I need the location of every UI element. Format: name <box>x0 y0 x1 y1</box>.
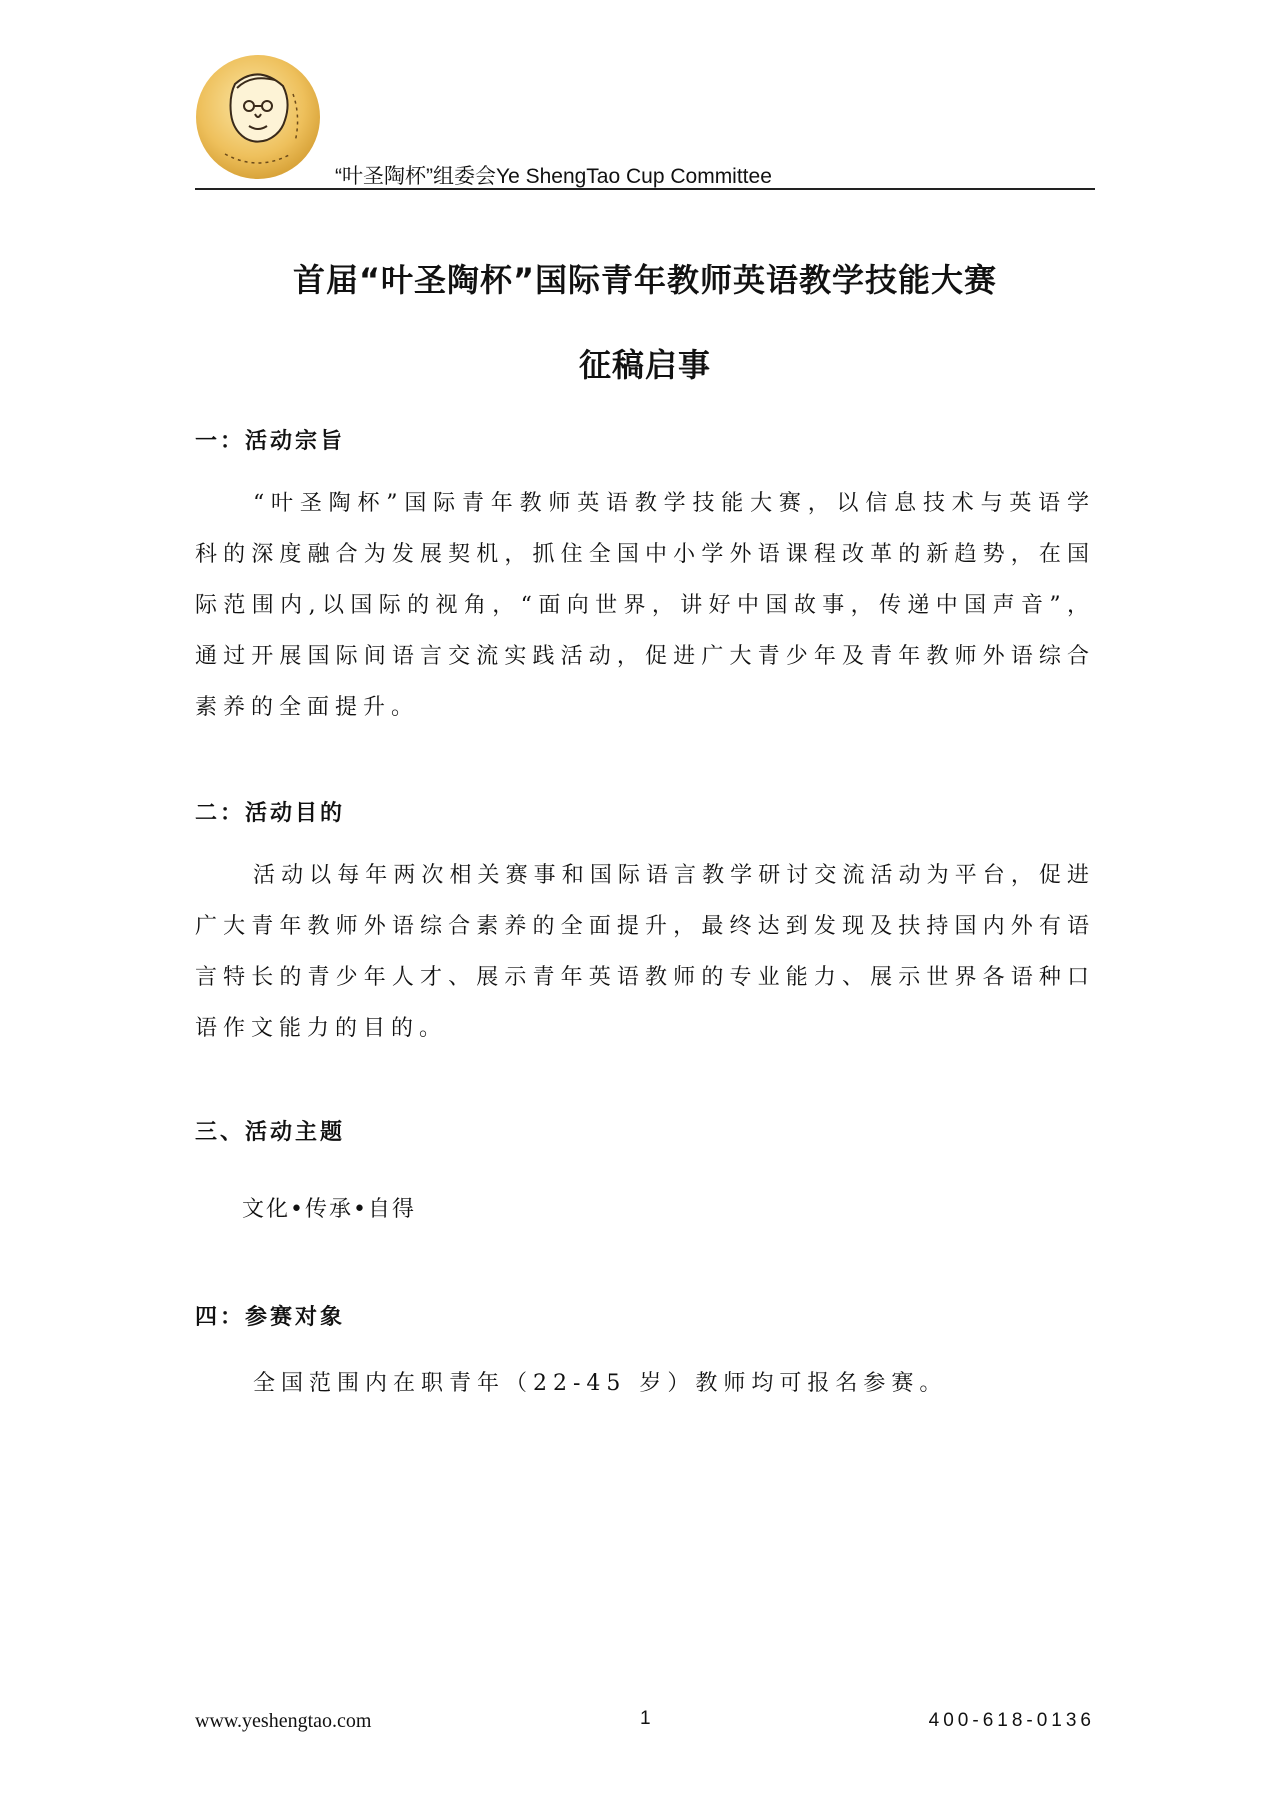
page-number: 1 <box>640 1708 651 1729</box>
section-heading-participants: 四：参赛对象 <box>195 1304 346 1330</box>
section-body-purpose: “叶圣陶杯”国际青年教师英语教学技能大赛，以信息技术与英语学科的深度融合为发展契机，抓住全国中小学外语课程改革的新趋势，在国际范围内,以国际的视角，“面向世界，讲好中国故事，传递中国声音”， 通过开展国际间语言交流实践活动，促进广大青少年及青年教师外语综合素养的全面提升。 <box>195 491 1095 720</box>
section-body-theme: 文化•传承•自得 <box>242 1197 416 1222</box>
section-body-participants: 全国范围内在职青年（22-45 岁）教师均可报名参赛。 <box>253 1371 948 1396</box>
page-footer <box>195 1710 1095 1740</box>
committee-logo <box>195 54 321 180</box>
footer-website: www.yeshengtao.com <box>195 1710 372 1732</box>
document-title: 首届“叶圣陶杯”国际青年教师英语教学技能大赛 <box>292 261 998 299</box>
header-divider <box>195 188 1095 190</box>
section-heading-goal: 二：活动目的 <box>195 800 346 826</box>
page-header <box>195 50 1095 190</box>
header-title: “叶圣陶杯”组委会Ye ShengTao Cup Committee <box>335 165 772 188</box>
document-subtitle: 征稿启事 <box>578 346 711 384</box>
portrait-seal-icon <box>195 54 321 180</box>
section-heading-purpose: 一：活动宗旨 <box>195 428 346 454</box>
footer-phone: 400-618-0136 <box>928 1710 1095 1731</box>
section-body-goal: 活动以每年两次相关赛事和国际语言教学研讨交流活动为平台，促进广大青年教师外语综合素养的全面提升，最终达到发现及扶持国内外有语言特长的青少年人才、展示青年英语教师的专业能力、展示世界各语种口语作文能力的目的。 <box>195 863 1095 1041</box>
section-heading-theme: 三、活动主题 <box>195 1119 346 1145</box>
